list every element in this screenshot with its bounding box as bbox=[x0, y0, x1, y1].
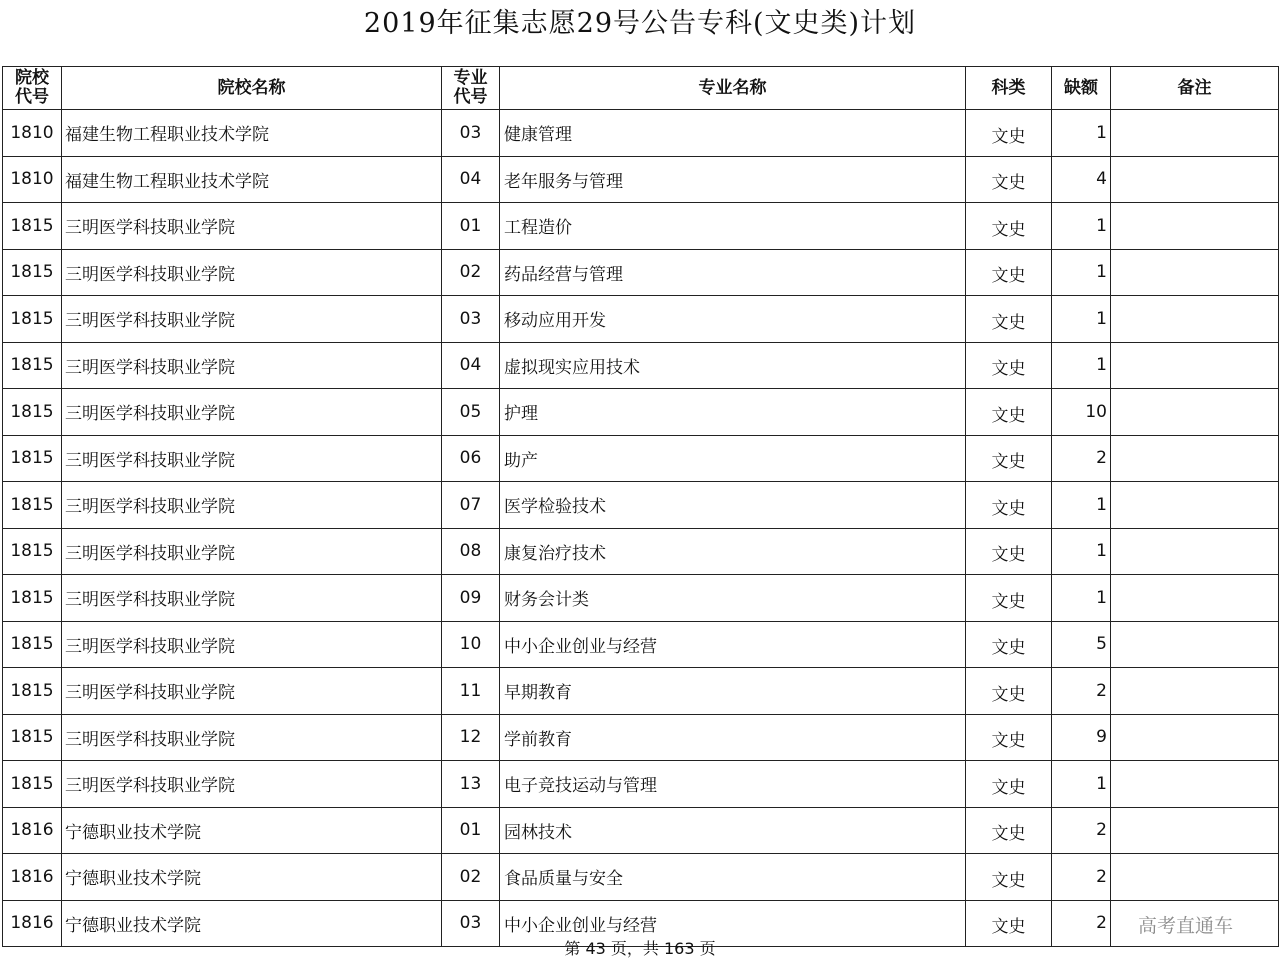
cell-category: 文史 bbox=[966, 575, 1052, 622]
cell-vacancies: 1 bbox=[1052, 342, 1111, 389]
table-row bbox=[3, 389, 1279, 436]
cell-school-name: 三明医学科技职业学院 bbox=[62, 435, 442, 482]
cell-program-name: 工程造价 bbox=[500, 203, 966, 250]
cell-school-code: 1815 bbox=[3, 668, 62, 715]
cell-program-name: 虚拟现实应用技术 bbox=[500, 342, 966, 389]
cell-category: 文史 bbox=[966, 342, 1052, 389]
cell-program-name: 助产 bbox=[500, 435, 966, 482]
cell-school-code: 1815 bbox=[3, 342, 62, 389]
cell-notes bbox=[1111, 621, 1279, 668]
cell-program-code: 10 bbox=[442, 621, 500, 668]
cell-category: 文史 bbox=[966, 435, 1052, 482]
cell-notes bbox=[1111, 342, 1279, 389]
cell-vacancies: 1 bbox=[1052, 761, 1111, 808]
table-header-row bbox=[3, 67, 1279, 110]
cell-category: 文史 bbox=[966, 528, 1052, 575]
cell-category: 文史 bbox=[966, 296, 1052, 343]
cell-program-name: 早期教育 bbox=[500, 668, 966, 715]
cell-vacancies: 1 bbox=[1052, 575, 1111, 622]
cell-school-code: 1815 bbox=[3, 714, 62, 761]
cell-notes bbox=[1111, 854, 1279, 901]
cell-vacancies: 1 bbox=[1052, 203, 1111, 250]
cell-school-code: 1810 bbox=[3, 110, 62, 157]
header-school-code bbox=[3, 67, 62, 110]
cell-program-code: 01 bbox=[442, 807, 500, 854]
cell-vacancies: 2 bbox=[1052, 900, 1111, 947]
cell-vacancies: 2 bbox=[1052, 668, 1111, 715]
cell-notes bbox=[1111, 156, 1279, 203]
cell-program-name: 中小企业创业与经营 bbox=[500, 900, 966, 947]
cell-notes bbox=[1111, 249, 1279, 296]
header-school-name: 院校名称 bbox=[62, 67, 442, 110]
cell-vacancies: 4 bbox=[1052, 156, 1111, 203]
cell-vacancies: 2 bbox=[1052, 435, 1111, 482]
cell-program-code: 07 bbox=[442, 482, 500, 529]
cell-school-code: 1815 bbox=[3, 435, 62, 482]
cell-school-name: 三明医学科技职业学院 bbox=[62, 668, 442, 715]
cell-program-code: 13 bbox=[442, 761, 500, 808]
cell-school-code: 1815 bbox=[3, 575, 62, 622]
table-row bbox=[3, 528, 1279, 575]
admission-plan-table bbox=[2, 66, 1279, 947]
cell-school-name: 三明医学科技职业学院 bbox=[62, 482, 442, 529]
cell-notes bbox=[1111, 668, 1279, 715]
cell-category: 文史 bbox=[966, 621, 1052, 668]
cell-school-name: 三明医学科技职业学院 bbox=[62, 203, 442, 250]
cell-notes bbox=[1111, 482, 1279, 529]
cell-vacancies: 10 bbox=[1052, 389, 1111, 436]
header-notes: 备注 bbox=[1111, 67, 1279, 110]
cell-program-name: 康复治疗技术 bbox=[500, 528, 966, 575]
cell-program-code: 02 bbox=[442, 249, 500, 296]
cell-program-code: 08 bbox=[442, 528, 500, 575]
table-row bbox=[3, 342, 1279, 389]
cell-school-code: 1816 bbox=[3, 854, 62, 901]
table-row bbox=[3, 761, 1279, 808]
header-school-code-label: 院校代号 bbox=[15, 68, 49, 107]
cell-notes bbox=[1111, 807, 1279, 854]
table-row bbox=[3, 575, 1279, 622]
cell-school-code: 1815 bbox=[3, 296, 62, 343]
cell-school-name: 三明医学科技职业学院 bbox=[62, 761, 442, 808]
cell-vacancies: 1 bbox=[1052, 110, 1111, 157]
table-row bbox=[3, 249, 1279, 296]
cell-vacancies: 1 bbox=[1052, 249, 1111, 296]
cell-school-name: 三明医学科技职业学院 bbox=[62, 528, 442, 575]
page-title: 2019年征集志愿29号公告专科(文史类)计划 bbox=[363, 8, 917, 39]
table-row bbox=[3, 854, 1279, 901]
table-row bbox=[3, 714, 1279, 761]
cell-program-name: 护理 bbox=[500, 389, 966, 436]
cell-program-name: 健康管理 bbox=[500, 110, 966, 157]
cell-program-code: 09 bbox=[442, 575, 500, 622]
header-category: 科类 bbox=[966, 67, 1052, 110]
table-row bbox=[3, 296, 1279, 343]
cell-school-name: 三明医学科技职业学院 bbox=[62, 575, 442, 622]
cell-program-code: 04 bbox=[442, 342, 500, 389]
cell-program-name: 老年服务与管理 bbox=[500, 156, 966, 203]
cell-school-name: 三明医学科技职业学院 bbox=[62, 621, 442, 668]
cell-school-name: 三明医学科技职业学院 bbox=[62, 296, 442, 343]
cell-school-code: 1815 bbox=[3, 203, 62, 250]
cell-program-name: 药品经营与管理 bbox=[500, 249, 966, 296]
cell-notes bbox=[1111, 528, 1279, 575]
cell-program-code: 02 bbox=[442, 854, 500, 901]
cell-vacancies: 2 bbox=[1052, 854, 1111, 901]
cell-program-code: 01 bbox=[442, 203, 500, 250]
cell-program-name: 食品质量与安全 bbox=[500, 854, 966, 901]
cell-notes bbox=[1111, 296, 1279, 343]
cell-notes bbox=[1111, 714, 1279, 761]
cell-notes bbox=[1111, 110, 1279, 157]
cell-category: 文史 bbox=[966, 714, 1052, 761]
cell-school-name: 福建生物工程职业技术学院 bbox=[62, 156, 442, 203]
cell-vacancies: 1 bbox=[1052, 482, 1111, 529]
table-row bbox=[3, 482, 1279, 529]
cell-school-name: 福建生物工程职业技术学院 bbox=[62, 110, 442, 157]
cell-vacancies: 5 bbox=[1052, 621, 1111, 668]
cell-vacancies: 1 bbox=[1052, 296, 1111, 343]
cell-notes bbox=[1111, 203, 1279, 250]
cell-school-name: 宁德职业技术学院 bbox=[62, 854, 442, 901]
cell-school-name: 宁德职业技术学院 bbox=[62, 807, 442, 854]
table-row bbox=[3, 807, 1279, 854]
header-program-code-label: 专业代号 bbox=[453, 68, 488, 107]
cell-school-code: 1815 bbox=[3, 249, 62, 296]
cell-program-name: 财务会计类 bbox=[500, 575, 966, 622]
cell-vacancies: 9 bbox=[1052, 714, 1111, 761]
table-row bbox=[3, 156, 1279, 203]
cell-school-name: 三明医学科技职业学院 bbox=[62, 249, 442, 296]
cell-category: 文史 bbox=[966, 156, 1052, 203]
cell-category: 文史 bbox=[966, 761, 1052, 808]
table-body bbox=[3, 110, 1279, 947]
header-vacancies: 缺额 bbox=[1052, 67, 1111, 110]
cell-program-code: 12 bbox=[442, 714, 500, 761]
cell-notes bbox=[1111, 575, 1279, 622]
cell-school-name: 宁德职业技术学院 bbox=[62, 900, 442, 947]
table-row bbox=[3, 621, 1279, 668]
cell-program-code: 03 bbox=[442, 900, 500, 947]
cell-school-code: 1815 bbox=[3, 482, 62, 529]
cell-program-code: 03 bbox=[442, 296, 500, 343]
cell-school-name: 三明医学科技职业学院 bbox=[62, 714, 442, 761]
cell-school-code: 1815 bbox=[3, 761, 62, 808]
cell-school-code: 1815 bbox=[3, 621, 62, 668]
header-program-code bbox=[442, 67, 500, 110]
cell-program-name: 电子竞技运动与管理 bbox=[500, 761, 966, 808]
cell-program-name: 学前教育 bbox=[500, 714, 966, 761]
cell-category: 文史 bbox=[966, 249, 1052, 296]
cell-school-code: 1815 bbox=[3, 389, 62, 436]
cell-category: 文史 bbox=[966, 389, 1052, 436]
table-row bbox=[3, 435, 1279, 482]
cell-vacancies: 1 bbox=[1052, 528, 1111, 575]
header-program-name: 专业名称 bbox=[500, 67, 966, 110]
cell-program-name: 医学检验技术 bbox=[500, 482, 966, 529]
cell-school-name: 三明医学科技职业学院 bbox=[62, 342, 442, 389]
cell-school-code: 1816 bbox=[3, 900, 62, 947]
cell-category: 文史 bbox=[966, 807, 1052, 854]
cell-program-code: 04 bbox=[442, 156, 500, 203]
cell-category: 文史 bbox=[966, 110, 1052, 157]
cell-category: 文史 bbox=[966, 854, 1052, 901]
watermark-text: 高考直通车 bbox=[1138, 915, 1234, 937]
cell-notes bbox=[1111, 435, 1279, 482]
cell-category: 文史 bbox=[966, 203, 1052, 250]
cell-category: 文史 bbox=[966, 482, 1052, 529]
cell-program-name: 中小企业创业与经营 bbox=[500, 621, 966, 668]
cell-program-name: 园林技术 bbox=[500, 807, 966, 854]
cell-notes bbox=[1111, 761, 1279, 808]
cell-category: 文史 bbox=[966, 668, 1052, 715]
page-footer: 第 43 页，共 163 页 bbox=[564, 939, 716, 958]
cell-category: 文史 bbox=[966, 900, 1052, 947]
cell-school-code: 1815 bbox=[3, 528, 62, 575]
cell-program-code: 05 bbox=[442, 389, 500, 436]
cell-school-code: 1810 bbox=[3, 156, 62, 203]
cell-school-code: 1816 bbox=[3, 807, 62, 854]
cell-program-name: 移动应用开发 bbox=[500, 296, 966, 343]
cell-vacancies: 2 bbox=[1052, 807, 1111, 854]
table-row bbox=[3, 668, 1279, 715]
cell-program-code: 11 bbox=[442, 668, 500, 715]
cell-notes bbox=[1111, 389, 1279, 436]
cell-program-code: 03 bbox=[442, 110, 500, 157]
cell-school-name: 三明医学科技职业学院 bbox=[62, 389, 442, 436]
cell-program-code: 06 bbox=[442, 435, 500, 482]
table-row bbox=[3, 110, 1279, 157]
table-row bbox=[3, 203, 1279, 250]
